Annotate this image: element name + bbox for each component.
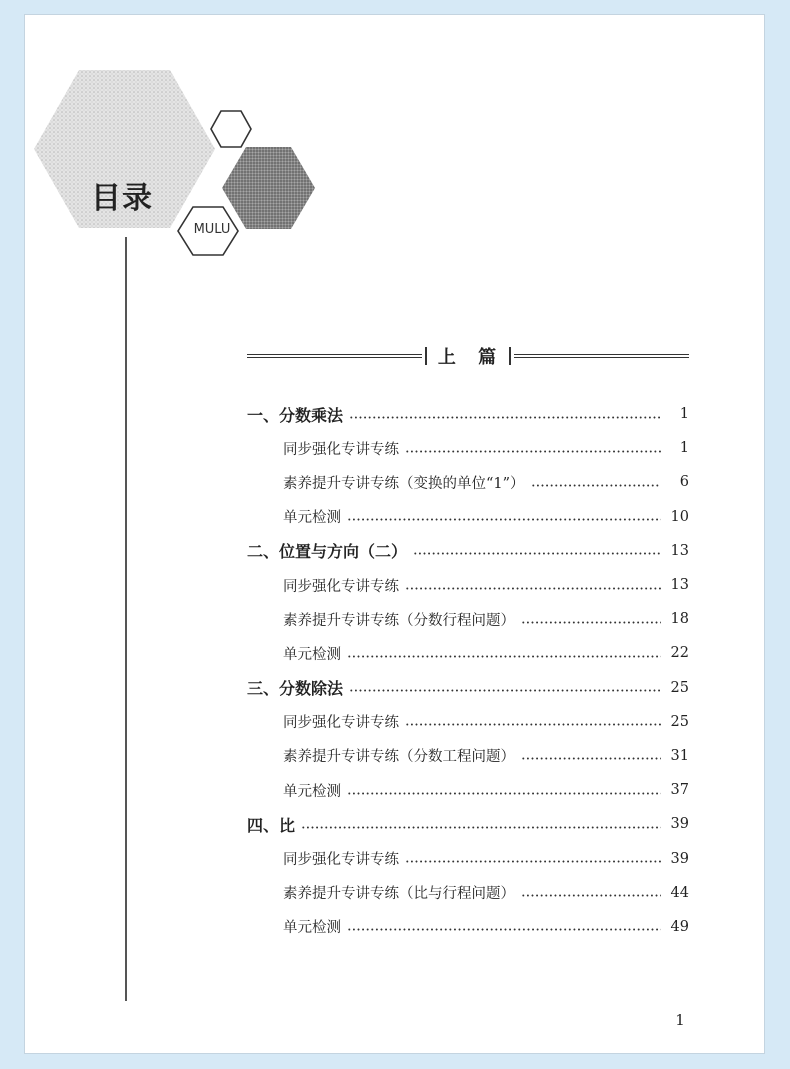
toc-leader-dots: [405, 587, 661, 590]
toc-leader-dots: [349, 416, 661, 419]
toc-leader-dots: [347, 928, 661, 931]
small-hexagon: [211, 111, 251, 147]
toc-subheading: MULU: [193, 222, 231, 237]
toc-entry-label: 单元检测: [283, 783, 341, 800]
toc-leader-dots: [347, 655, 661, 658]
toc-entry-page: 13: [670, 577, 689, 594]
toc-sub-entry: [247, 500, 689, 534]
hexagon-decoration: [25, 15, 766, 275]
toc-sub-entry: [247, 431, 689, 465]
toc-leader-dots: [521, 894, 661, 897]
toc-chapter-entry: [247, 671, 689, 705]
document-page: [24, 14, 765, 1054]
toc-entry-label: 二、位置与方向（二）: [247, 542, 408, 562]
page-number: 1: [675, 1011, 685, 1029]
section-header: [247, 343, 689, 369]
toc-entry-page: 6: [679, 474, 689, 491]
toc-chapter-entry: [247, 397, 689, 431]
toc-entry-page: 37: [670, 782, 689, 799]
toc-entry-label: 同步强化专讲专练: [283, 441, 399, 458]
toc-leader-dots: [413, 552, 661, 555]
toc-leader-dots: [301, 826, 661, 829]
toc-entry-label: 同步强化专讲专练: [283, 852, 399, 869]
section-bar-left: [425, 347, 427, 365]
toc-heading: 目录: [91, 181, 153, 216]
toc-entry-label: 单元检测: [283, 920, 341, 937]
toc-leader-dots: [405, 723, 661, 726]
toc-entry-page: 39: [670, 850, 689, 867]
toc-entry-label: 三、分数除法: [247, 679, 344, 699]
toc-entry-label: 一、分数乘法: [247, 405, 344, 425]
toc-entry-label: 素养提升专讲专练（比与行程问题）: [283, 886, 515, 903]
toc-entry-page: 49: [670, 918, 689, 935]
toc-entry-page: 1: [679, 406, 689, 423]
toc-leader-dots: [521, 757, 661, 760]
toc-entry-label: 四、比: [247, 815, 296, 835]
toc-sub-entry: [247, 568, 689, 602]
toc-sub-entry: [247, 841, 689, 875]
section-rule-right: [514, 354, 689, 358]
toc-leader-dots: [347, 792, 661, 795]
toc-sub-entry: [247, 910, 689, 944]
toc-entry-label: 素养提升专讲专练（分数工程问题）: [283, 749, 515, 766]
toc-entry-label: 素养提升专讲专练（分数行程问题）: [283, 612, 515, 629]
toc-chapter-entry: [247, 534, 689, 568]
section-bar-right: [509, 347, 511, 365]
toc-entry-page: 31: [670, 747, 689, 764]
toc-sub-entry: [247, 602, 689, 636]
toc-entry-label: 同步强化专讲专练: [283, 578, 399, 595]
toc-entry-page: 18: [670, 611, 689, 628]
toc-sub-entry: [247, 465, 689, 499]
toc-entry-page: 25: [670, 713, 689, 730]
toc-leader-dots: [347, 518, 661, 521]
toc-entry-page: 44: [670, 884, 689, 901]
toc-entry-label: 同步强化专讲专练: [283, 715, 399, 732]
toc-chapter-entry: [247, 807, 689, 841]
toc-leader-dots: [521, 621, 661, 624]
section-rule-left: [247, 354, 422, 358]
toc-sub-entry: [247, 636, 689, 670]
section-title: 上 篇: [437, 347, 505, 368]
toc-sub-entry: [247, 876, 689, 910]
toc-entry-label: 素养提升专讲专练（变换的单位“1”）: [283, 475, 525, 492]
toc-entry-page: 13: [670, 542, 689, 559]
toc-list: [247, 397, 689, 944]
dark-hexagon: [222, 147, 315, 229]
toc-entry-page: 39: [670, 816, 689, 833]
toc-entry-page: 10: [670, 508, 689, 525]
toc-entry-label: 单元检测: [283, 646, 341, 663]
toc-leader-dots: [405, 450, 661, 453]
toc-leader-dots: [531, 484, 661, 487]
toc-leader-dots: [405, 860, 661, 863]
toc-leader-dots: [349, 689, 661, 692]
toc-entry-page: 1: [679, 440, 689, 457]
toc-sub-entry: [247, 705, 689, 739]
toc-entry-page: 22: [670, 645, 689, 662]
toc-entry-page: 25: [670, 679, 689, 696]
toc-sub-entry: [247, 739, 689, 773]
toc-entry-label: 单元检测: [283, 510, 341, 527]
vertical-divider: [125, 237, 127, 1001]
toc-sub-entry: [247, 773, 689, 807]
